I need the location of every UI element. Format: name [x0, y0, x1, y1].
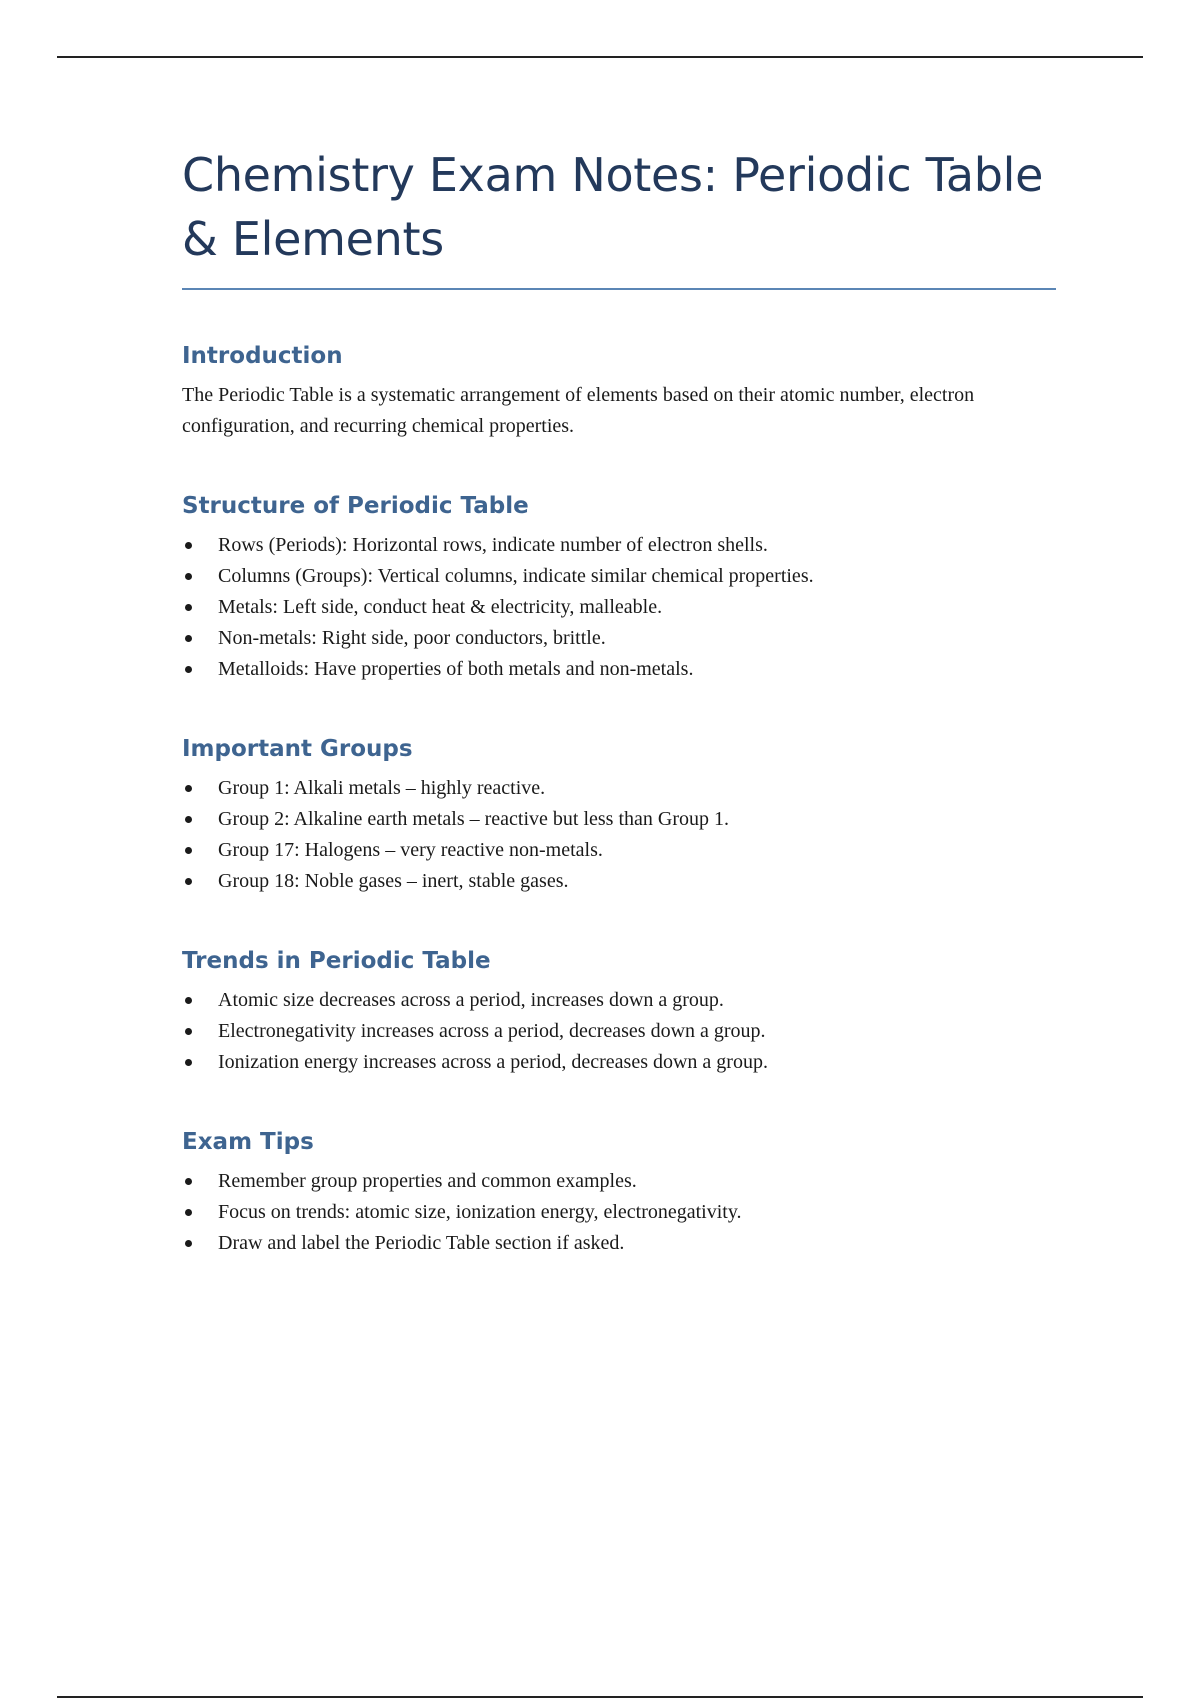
document-title: Chemistry Exam Notes: Periodic Table & Elements	[182, 148, 1044, 266]
list-item-text: Group 18: Noble gases – inert, stable gases.	[218, 870, 569, 892]
bullet-icon	[185, 573, 192, 580]
list-item	[182, 1228, 1056, 1259]
list-item-text: Draw and label the Periodic Table section if asked.	[218, 1232, 625, 1254]
section-exam-tips	[182, 1126, 1056, 1259]
list-item-text: Atomic size decreases across a period, increases down a group.	[218, 989, 724, 1011]
bullet-icon	[185, 1059, 192, 1066]
section-heading: Introduction	[182, 343, 343, 369]
list-item-text: Remember group properties and common examples.	[218, 1170, 637, 1192]
bullet-icon	[185, 666, 192, 673]
list-item	[182, 1047, 1056, 1078]
introduction-paragraph: The Periodic Table is a systematic arrangement of elements based on their atomic number, electron configuration, and recurring chemical properties.	[182, 384, 975, 437]
section-structure	[182, 490, 1056, 685]
bullet-icon	[185, 847, 192, 854]
section-introduction	[182, 340, 1056, 442]
list-item	[182, 835, 1056, 866]
list-item-text: Group 1: Alkali metals – highly reactive.	[218, 777, 546, 799]
bullet-list	[182, 773, 1056, 897]
page-bottom-rule	[57, 1696, 1143, 1698]
section-heading: Trends in Periodic Table	[182, 948, 491, 974]
list-item	[182, 1166, 1056, 1197]
list-item-text: Columns (Groups): Vertical columns, indicate similar chemical properties.	[218, 565, 814, 587]
list-item	[182, 654, 1056, 685]
list-item-text: Focus on trends: atomic size, ionization energy, electronegativity.	[218, 1201, 742, 1223]
page-top-rule	[57, 56, 1143, 58]
title-underline	[182, 288, 1056, 290]
bullet-icon	[185, 816, 192, 823]
bullet-list	[182, 1166, 1056, 1259]
list-item	[182, 1016, 1056, 1047]
list-item	[182, 1197, 1056, 1228]
list-item-text: Ionization energy increases across a period, decreases down a group.	[218, 1051, 768, 1073]
bullet-icon	[185, 1178, 192, 1185]
list-item	[182, 592, 1056, 623]
bullet-icon	[185, 1240, 192, 1247]
bullet-icon	[185, 635, 192, 642]
section-heading: Important Groups	[182, 736, 413, 762]
bullet-icon	[185, 604, 192, 611]
list-item-text: Group 17: Halogens – very reactive non-metals.	[218, 839, 603, 861]
section-important-groups	[182, 733, 1056, 897]
list-item-text: Electronegativity increases across a period, decreases down a group.	[218, 1020, 766, 1042]
bullet-icon	[185, 997, 192, 1004]
list-item	[182, 773, 1056, 804]
list-item	[182, 530, 1056, 561]
section-heading: Structure of Periodic Table	[182, 493, 529, 519]
bullet-icon	[185, 878, 192, 885]
document-body	[182, 143, 1056, 1259]
list-item-text: Metals: Left side, conduct heat & electricity, malleable.	[218, 596, 663, 618]
bullet-list	[182, 985, 1056, 1078]
list-item	[182, 985, 1056, 1016]
bullet-icon	[185, 1028, 192, 1035]
bullet-icon	[185, 1209, 192, 1216]
list-item	[182, 804, 1056, 835]
list-item-text: Rows (Periods): Horizontal rows, indicate number of electron shells.	[218, 534, 768, 556]
list-item	[182, 866, 1056, 897]
bullet-list	[182, 530, 1056, 685]
section-trends	[182, 945, 1056, 1078]
list-item-text: Metalloids: Have properties of both metals and non-metals.	[218, 658, 694, 680]
list-item-text: Non-metals: Right side, poor conductors, brittle.	[218, 627, 606, 649]
section-heading: Exam Tips	[182, 1129, 314, 1155]
list-item	[182, 561, 1056, 592]
list-item	[182, 623, 1056, 654]
bullet-icon	[185, 785, 192, 792]
list-item-text: Group 2: Alkaline earth metals – reactive but less than Group 1.	[218, 808, 729, 830]
bullet-icon	[185, 542, 192, 549]
